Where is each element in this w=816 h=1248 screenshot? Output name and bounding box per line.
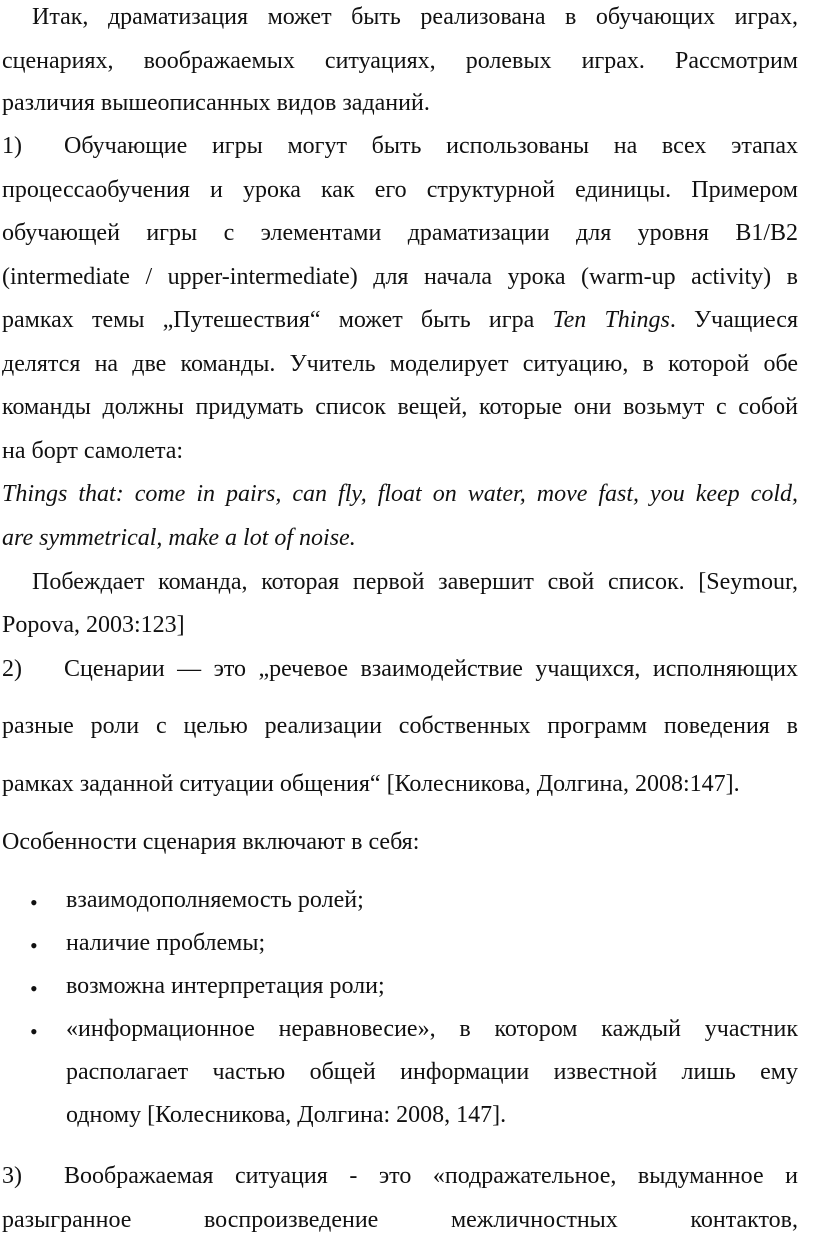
bullet: • bbox=[30, 933, 38, 958]
game-title: Ten Things bbox=[552, 307, 670, 333]
text-line: различия вышеописанных видов заданий. bbox=[2, 90, 430, 116]
text-line: Особенности сценария включают в себя: bbox=[2, 829, 420, 855]
bullet: • bbox=[30, 890, 38, 915]
example-line: Things that: come in pairs, can fly, float on water, move fast, you keep cold, bbox=[2, 481, 798, 507]
list-item: одному [Колесникова, Долгина: 2008, 147]. bbox=[66, 1102, 507, 1128]
bullet: • bbox=[30, 1019, 38, 1044]
text-line: разные роли с целью реализации собственных программ поведения в bbox=[2, 713, 798, 739]
text-line: делятся на две команды. Учитель моделирует ситуацию, в которой обе bbox=[2, 351, 798, 377]
list-number: 1) bbox=[2, 133, 22, 159]
text-line: Сценарии — это „речевое взаимодействие учащихся, исполняющих bbox=[64, 656, 798, 682]
bullet: • bbox=[30, 976, 38, 1001]
text-line: рамках заданной ситуации общения“ [Колесникова, Долгина, 2008:147]. bbox=[2, 771, 740, 797]
text-line: разыгранное воспроизведение межличностных контактов, bbox=[2, 1207, 798, 1233]
list-item: «информационное неравновесие», в котором каждый участник bbox=[66, 1016, 798, 1042]
text-line: Воображаемая ситуация - это «подражательное, выдуманное и bbox=[64, 1163, 798, 1189]
example-line: are symmetrical, make a lot of noise. bbox=[2, 525, 356, 551]
text-segment: . Учащиеся bbox=[669, 307, 798, 333]
text-line bbox=[2, 305, 798, 335]
list-item: наличие проблемы; bbox=[66, 930, 266, 956]
text-line: сценариях, воображаемых ситуациях, ролевых играх. Рассмотрим bbox=[2, 48, 798, 74]
text-line: команды должны придумать список вещей, которые они возьмут с собой bbox=[2, 394, 798, 420]
text-line: Popova, 2003:123] bbox=[2, 612, 185, 638]
text-segment: рамках темы „Путешествия“ может быть игра bbox=[2, 307, 553, 333]
list-item: возможна интерпретация роли; bbox=[66, 973, 385, 999]
text-line: Итак, драматизация может быть реализована в обучающих играх, bbox=[32, 4, 798, 30]
list-number: 2) bbox=[2, 656, 22, 682]
text-line: процессаобучения и урока как его структурной единицы. Примером bbox=[2, 177, 798, 203]
text-line: Побеждает команда, которая первой завершит свой список. [Seymour, bbox=[32, 569, 798, 595]
list-item: располагает частью общей информации известной лишь ему bbox=[66, 1059, 798, 1085]
list-item: взаимодополняемость ролей; bbox=[66, 887, 364, 913]
text-line: обучающей игры с элементами драматизации для уровня B1/B2 bbox=[2, 220, 798, 246]
text-line: на борт самолета: bbox=[2, 438, 184, 464]
list-number: 3) bbox=[2, 1163, 22, 1189]
text-line: Обучающие игры могут быть использованы на всех этапах bbox=[64, 133, 798, 159]
text-line: (intermediate / upper-intermediate) для начала урока (warm-up activity) в bbox=[2, 264, 798, 290]
